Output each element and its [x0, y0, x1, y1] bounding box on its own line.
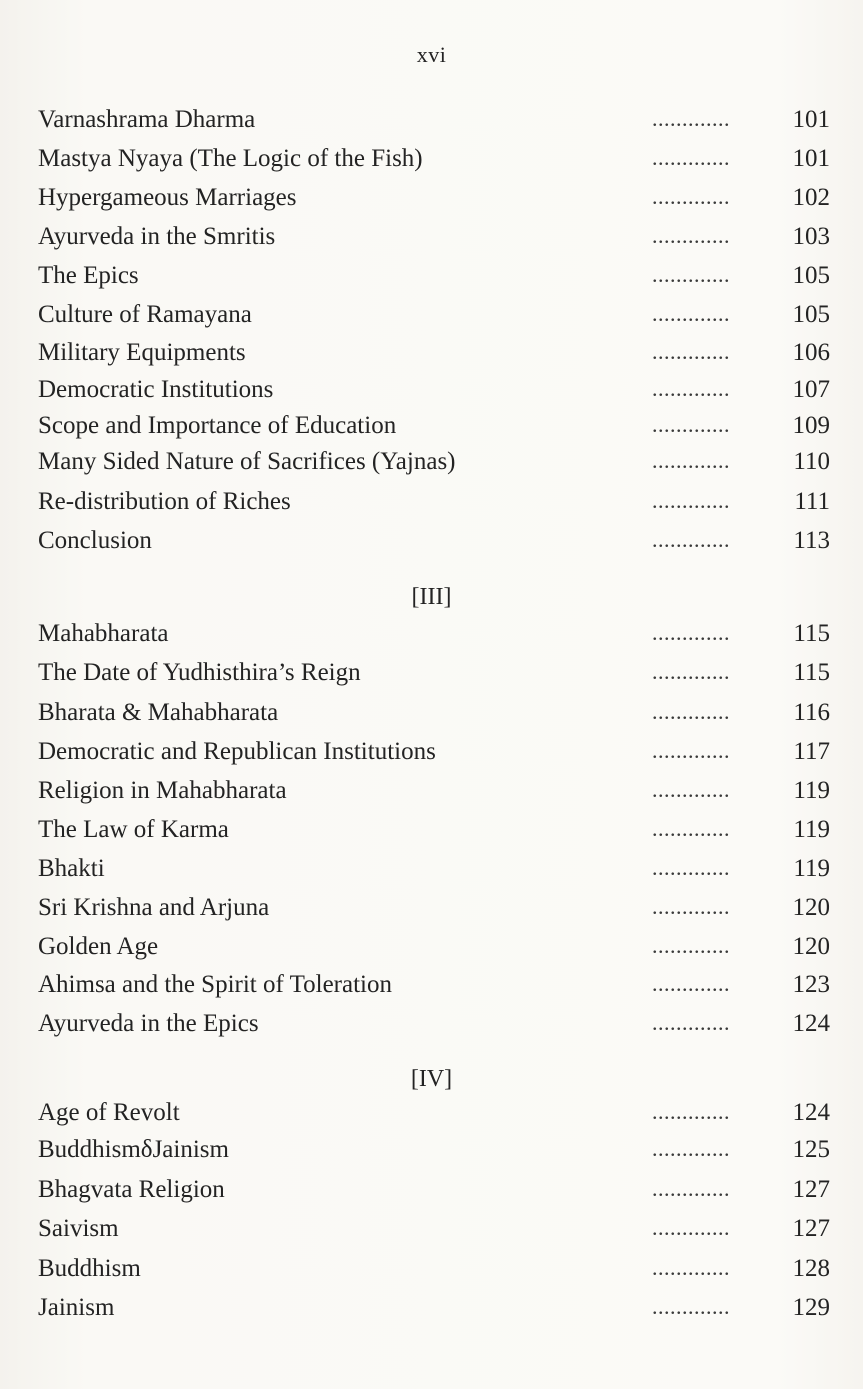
toc-entry-title: Ahimsa and the Spirit of Toleration: [38, 971, 392, 998]
dot-leader: .............: [652, 816, 730, 841]
toc-entry-title: Sri Krishna and Arjuna: [38, 894, 270, 921]
toc-entry-page: 119: [793, 855, 830, 882]
toc-entry: [0, 1294, 863, 1332]
toc-entry: [0, 620, 863, 658]
dot-leader: .............: [652, 855, 730, 880]
toc-entry: [0, 1136, 863, 1174]
toc-entry: [0, 301, 863, 339]
toc-entry-page: 115: [793, 620, 830, 647]
toc-entry-page: 128: [792, 1255, 830, 1282]
toc-entry-page: 105: [792, 301, 830, 328]
dot-leader: .............: [652, 448, 730, 473]
toc-entry-title: The Date of Yudhisthira’s Reign: [38, 659, 361, 686]
dot-leader: .............: [652, 1294, 730, 1319]
dot-leader: .............: [652, 301, 730, 326]
toc-entry-page: 105: [792, 262, 830, 289]
dot-leader: .............: [652, 1099, 730, 1124]
toc-entry-title: Bhakti: [38, 855, 105, 882]
toc-entry-page: 123: [792, 971, 830, 998]
toc-entry-title: Jainism: [38, 1294, 115, 1321]
toc-entry: [0, 777, 863, 815]
toc-entry-title: Many Sided Nature of Sacrifices (Yajnas): [38, 448, 456, 475]
toc-entry-title: The Epics: [38, 262, 139, 289]
toc-entry: [0, 106, 863, 144]
dot-leader: .............: [652, 339, 730, 364]
toc-entry-title: Ayurveda in the Smritis: [38, 223, 276, 250]
toc-entry: [0, 816, 863, 854]
toc-entry-title: Bhagvata Religion: [38, 1176, 225, 1203]
toc-entry-title: Saivism: [38, 1215, 119, 1242]
toc-entry: [0, 1010, 863, 1048]
toc-entry-page: 115: [793, 659, 830, 686]
dot-leader: .............: [652, 412, 730, 437]
dot-leader: .............: [652, 1176, 730, 1201]
dot-leader: .............: [652, 145, 730, 170]
toc-entry-page: 119: [793, 816, 830, 843]
toc-entry-page: 125: [792, 1136, 830, 1163]
toc-entry-page: 127: [792, 1176, 830, 1203]
toc-entry: [0, 699, 863, 737]
toc-entry: [0, 339, 863, 377]
toc-entry: [0, 855, 863, 893]
toc-entry-title: Golden Age: [38, 933, 159, 960]
toc-entry-page: 116: [793, 699, 830, 726]
dot-leader: .............: [652, 620, 730, 645]
toc-entry-page: 120: [792, 894, 830, 921]
toc-entry-title: Military Equipments: [38, 339, 246, 366]
dot-leader: .............: [652, 223, 730, 248]
toc-entry: [0, 145, 863, 183]
toc-entry-page: 129: [792, 1294, 830, 1321]
dot-leader: .............: [652, 527, 730, 552]
toc-entry-page: 109: [792, 412, 830, 439]
dot-leader: .............: [652, 659, 730, 684]
toc-entry-title: Buddhism: [38, 1255, 141, 1282]
toc-entry: [0, 412, 863, 450]
toc-entry: [0, 1255, 863, 1293]
toc-entry: [0, 184, 863, 222]
toc-entry-page: 111: [794, 488, 830, 515]
section-heading: [III]: [411, 584, 452, 610]
toc-entry: [0, 527, 863, 565]
dot-leader: .............: [652, 1255, 730, 1280]
toc-entry-title: Mastya Nyaya (The Logic of the Fish): [38, 145, 423, 172]
dot-leader: .............: [652, 262, 730, 287]
toc-entry-page: 124: [792, 1010, 830, 1037]
dot-leader: .............: [652, 1136, 730, 1161]
toc-entry-title: BuddhismδJainism: [38, 1136, 229, 1163]
toc-entry-title: Bharata & Mahabharata: [38, 699, 279, 726]
toc-entry-page: 101: [792, 106, 830, 133]
section-heading: [IV]: [410, 1066, 453, 1092]
toc-entry: [0, 1215, 863, 1253]
toc-entry-page: 127: [792, 1215, 830, 1242]
dot-leader: .............: [652, 933, 730, 958]
dot-leader: .............: [652, 894, 730, 919]
toc-entry-page: 110: [793, 448, 830, 475]
toc-entry-title: Culture of Ramayana: [38, 301, 252, 328]
toc-entry-title: Conclusion: [38, 527, 152, 554]
dot-leader: .............: [652, 777, 730, 802]
toc-entry-title: Mahabharata: [38, 620, 169, 647]
toc-entry-page: 119: [793, 777, 830, 804]
toc-entry-title: The Law of Karma: [38, 816, 229, 843]
page-number: xvi: [416, 42, 447, 67]
toc-entry: [0, 894, 863, 932]
toc-entry: [0, 933, 863, 971]
toc-entry: [0, 659, 863, 697]
toc-entry-page: 103: [792, 223, 830, 250]
toc-entry: [0, 971, 863, 1009]
toc-entry-page: 107: [792, 376, 830, 403]
toc-entry-title: Hypergameous Marriages: [38, 184, 297, 211]
toc-entry-title: Democratic Institutions: [38, 376, 274, 403]
toc-entry-page: 117: [793, 738, 830, 765]
toc-entry: [0, 1176, 863, 1214]
toc-entry: [0, 376, 863, 414]
toc-entry: [0, 488, 863, 526]
dot-leader: .............: [652, 738, 730, 763]
toc-entry-page: 113: [793, 527, 830, 554]
toc-entry: [0, 448, 863, 486]
dot-leader: .............: [652, 488, 730, 513]
toc-entry-title: Re-distribution of Riches: [38, 488, 291, 515]
dot-leader: .............: [652, 106, 730, 131]
toc-entry-page: 120: [792, 933, 830, 960]
toc-entry-title: Religion in Mahabharata: [38, 777, 287, 804]
toc-entry-title: Ayurveda in the Epics: [38, 1010, 259, 1037]
toc-entry-page: 102: [792, 184, 830, 211]
dot-leader: .............: [652, 699, 730, 724]
dot-leader: .............: [652, 184, 730, 209]
dot-leader: .............: [652, 376, 730, 401]
toc-entry: [0, 223, 863, 261]
toc-entry-title: Scope and Importance of Education: [38, 412, 397, 439]
toc-entry: [0, 1099, 863, 1137]
toc-entry-title: Democratic and Republican Institutions: [38, 738, 436, 765]
toc-entry-page: 124: [792, 1099, 830, 1126]
toc-entry: [0, 262, 863, 300]
toc-entry: [0, 738, 863, 776]
toc-entry-page: 106: [792, 339, 830, 366]
dot-leader: .............: [652, 971, 730, 996]
toc-entry-title: Varnashrama Dharma: [38, 106, 256, 133]
toc-entry-title: Age of Revolt: [38, 1099, 180, 1126]
dot-leader: .............: [652, 1010, 730, 1035]
toc-entry-page: 101: [792, 145, 830, 172]
dot-leader: .............: [652, 1215, 730, 1240]
